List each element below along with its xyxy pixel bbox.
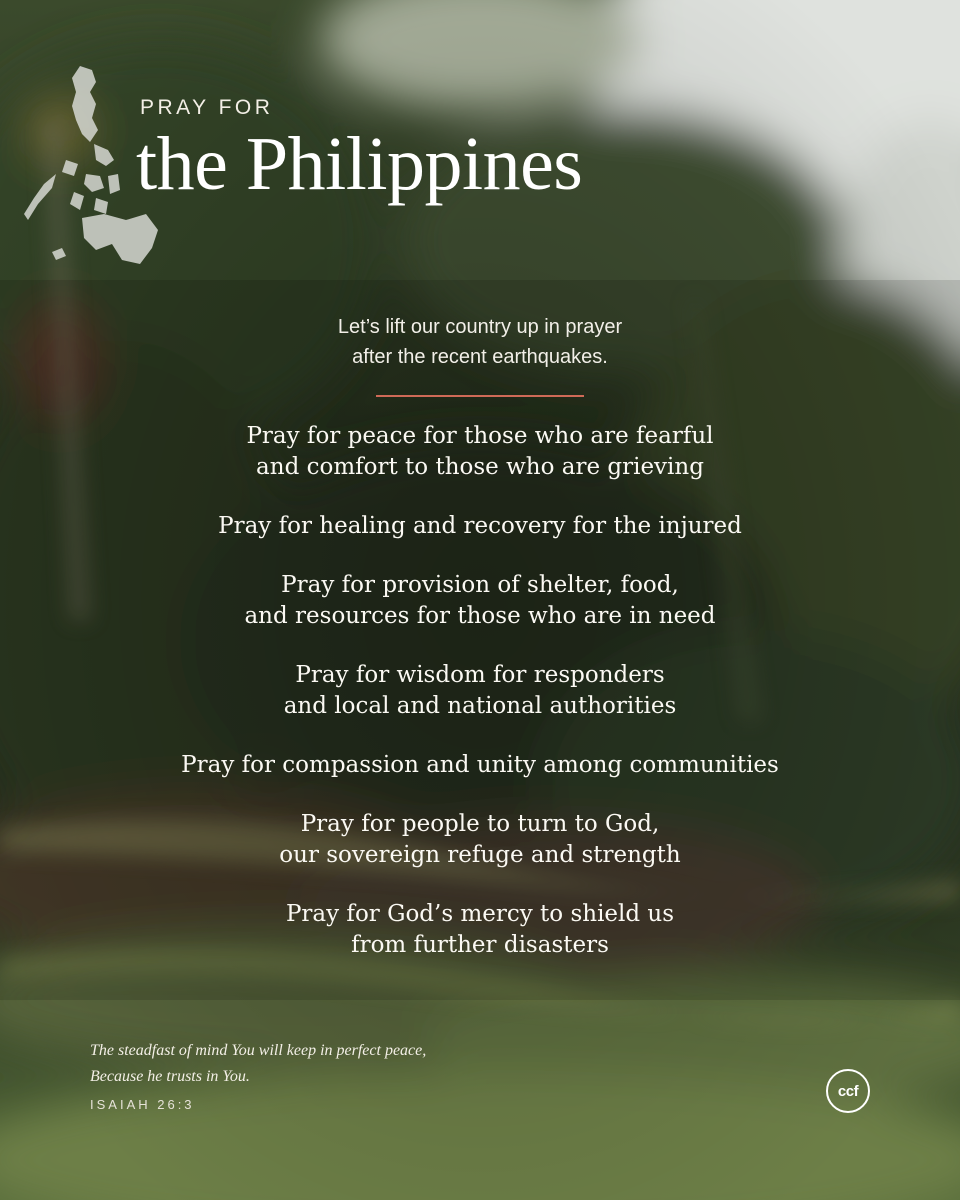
prayer-list: [60, 421, 900, 989]
verse-reference: ISAIAH 26:3: [90, 1097, 195, 1112]
prayer-item: [60, 511, 900, 542]
prayer-item: [60, 899, 900, 961]
prayer-item: [60, 421, 900, 483]
prayer-item: [60, 750, 900, 781]
prayer-line: and local and national authorities: [283, 693, 677, 719]
prayer-item: [60, 809, 900, 871]
prayer-item: [60, 570, 900, 632]
prayer-line: Pray for God’s mercy to shield us: [285, 901, 675, 927]
prayer-item: [60, 660, 900, 722]
logo-text: ccf: [837, 1082, 859, 1100]
prayer-line: and comfort to those who are grieving: [256, 454, 704, 480]
prayer-line: Pray for wisdom for responders: [295, 662, 665, 688]
verse-line: The steadfast of mind You will keep in perfect peace,: [90, 1042, 427, 1059]
prayer-line: from further disasters: [351, 932, 609, 958]
verse-line: Because he trusts in You.: [90, 1068, 250, 1085]
intro-line: after the recent earthquakes.: [352, 346, 608, 368]
prayer-line: Pray for people to turn to God,: [300, 811, 660, 837]
kicker-text: PRAY FOR: [140, 96, 274, 119]
ccf-logo-icon: [826, 1069, 870, 1113]
accent-divider: [376, 395, 584, 397]
prayer-line: Pray for peace for those who are fearful: [246, 423, 714, 449]
intro-line: Let’s lift our country up in prayer: [337, 316, 623, 338]
bible-verse: [90, 1038, 426, 1090]
prayer-line: our sovereign refuge and strength: [279, 842, 681, 868]
prayer-line: Pray for provision of shelter, food,: [281, 572, 679, 598]
prayer-line: Pray for healing and recovery for the injured: [218, 513, 742, 539]
prayer-line: and resources for those who are in need: [244, 603, 716, 629]
page-title: the Philippines: [136, 122, 583, 206]
intro-text: [180, 312, 780, 372]
prayer-line: Pray for compassion and unity among communities: [181, 752, 779, 778]
